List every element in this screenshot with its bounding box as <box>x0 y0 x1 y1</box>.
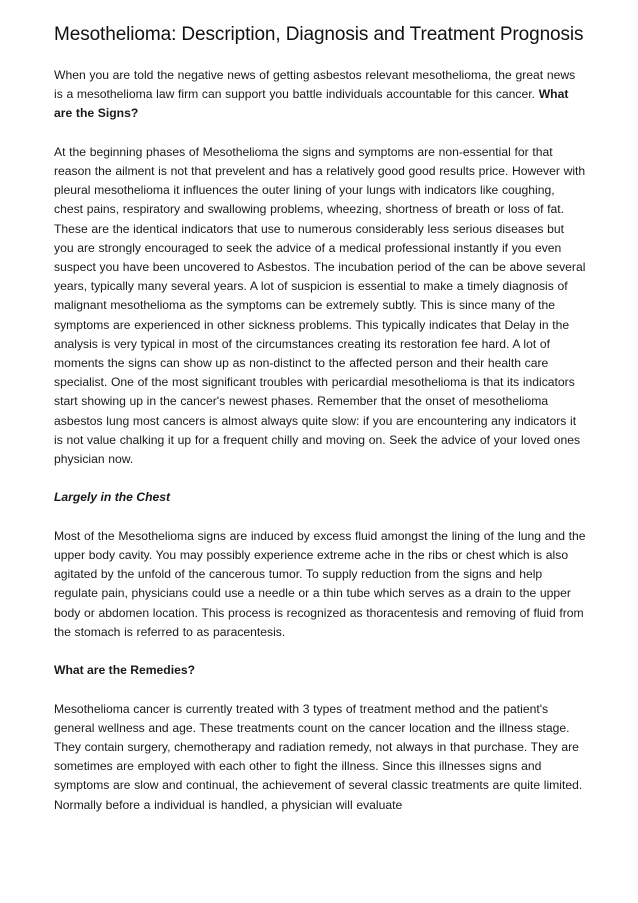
intro-text: When you are told the negative news of getting asbestos relevant mesothelioma, the great news is a mesothelioma law firm can support you battle individuals accountable for this cancer. <box>54 68 576 102</box>
signs-heading: What are the Signs? <box>54 87 569 121</box>
chest-heading: Largely in the Chest <box>54 490 171 505</box>
document-page <box>54 24 586 834</box>
chest-paragraph: Most of the Mesothelioma signs are induced by excess fluid amongst the lining of the lung and the upper body cavity. You may possibly experience extreme ache in the ribs or chest which is also agitated by the unfold of the cancerous tumor. To supply reduction from the signs and help regulate pain, physicians could use a needle or a thin tube which serves as a drain to the upper body or abdomen location. This process is recognized as thoracentesis and removing of fluid from the stomach is referred to as paracentesis. <box>54 528 586 639</box>
remedies-paragraph: Mesothelioma cancer is currently treated with 3 types of treatment method and the patient's general wellness and age. These treatments count on the cancer location and the illness stage. They contain surgery, chemotherapy and radiation remedy, not always in that purchase. They are sometimes are employed with each other to fight the illness. Since this illnesses signs and symptoms are slow and continual, the achievement of several classic treatments are quite limited. Normally before a individual is handled, a physician will evaluate <box>54 701 583 812</box>
intro-paragraph <box>54 66 586 124</box>
page-title: Mesothelioma: Description, Diagnosis and Treatment Prognosis <box>54 24 584 45</box>
remedies-heading: What are the Remedies? <box>54 663 196 678</box>
signs-paragraph: At the beginning phases of Mesothelioma the signs and symptoms are non-essential for that reason the ailment is not that prevelent and has a relatively good good results price. However with pleural mesothelioma it influences the outer lining of your lungs with indicators like coughing, chest pains, respiratory and swallowing problems, wheezing, shortness of breath or loss of fat. These are the identical indicators that use to numerous considerably less serious diseases but you are strongly encouraged to seek the advice of a medical professional instantly if you even suspect you have been uncovered to Asbestos. The incubation period of the can be above several years, typically many several years. A lot of suspicion is essential to make a timely diagnosis of malignant mesothelioma as the symptoms can be extremely subtly. This is since many of the symptoms are experienced in other sickness problems. This typically indicates that Delay in the analysis is very typical in most of the circumstances creating its restoration fee hard. A lot of moments the signs can show up as non-distinct to the affected person and their health care specialist. One of the most significant troubles with pericardial mesothelioma is that its indicators start showing up in the cancer's newest phases. Remember that the onset of mesothelioma asbestos lung most cancers is almost always quite slow: if you are encountering any indicators it is not value chalking it up for a frequent chilly and moving on. Seek the advice of your loved ones physician now. <box>54 144 586 467</box>
